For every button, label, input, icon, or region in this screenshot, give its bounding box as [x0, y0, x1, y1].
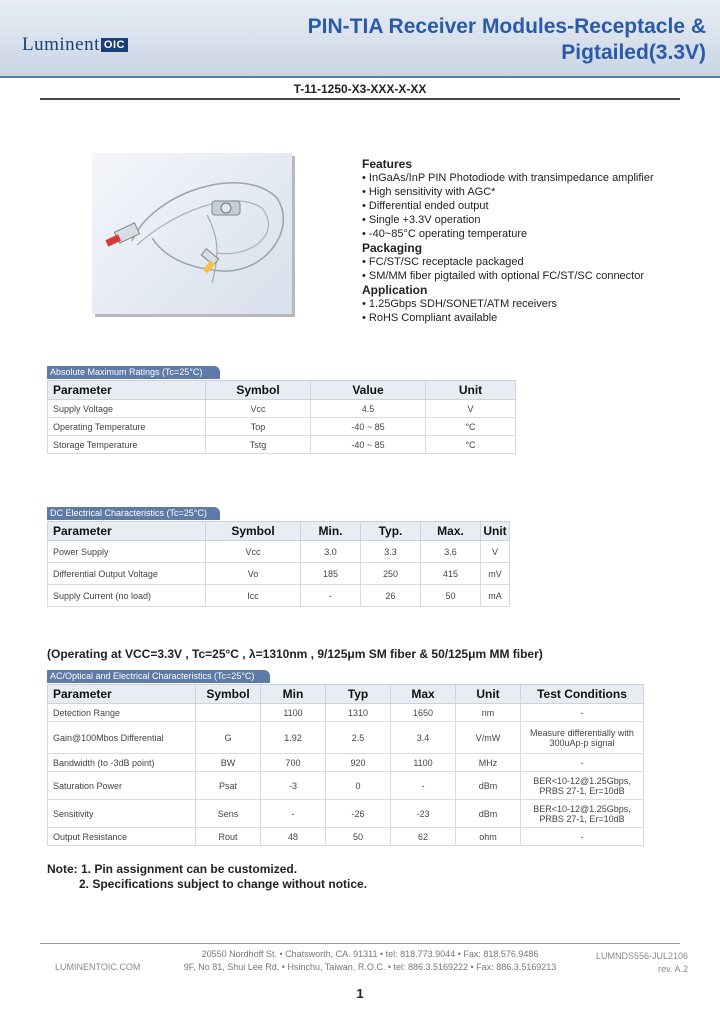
footer-doc-id: LUMNDS556-JUL2106 — [595, 951, 688, 961]
column-header: Test Conditions — [521, 685, 644, 704]
table-cell: Differential Output Voltage — [48, 563, 206, 585]
packaging-heading: Packaging — [362, 241, 423, 255]
table-cell: BER<10-12@1.25Gbps, PRBS 27-1, Er=10dB — [521, 772, 644, 800]
table-row — [48, 436, 516, 454]
packaging-item: • FC/ST/SC receptacle packaged — [362, 256, 524, 268]
company-logo — [22, 34, 128, 56]
table-cell: dBm — [456, 800, 521, 828]
table-cell: V/mW — [456, 722, 521, 754]
features-section — [362, 157, 702, 325]
footer-address-us: 20550 Nordhoff St. • Chatsworth, CA. 91311 • tel: 818.773.9044 • Fax: 818.576.9486 — [201, 949, 539, 959]
table-cell: Vcc — [206, 400, 311, 418]
table-header-row — [48, 381, 516, 400]
footer-website: LUMINENTOIC.COM — [55, 962, 141, 972]
table-cell: 62 — [391, 828, 456, 846]
table-cell: - — [391, 772, 456, 800]
table-cell: Vo — [206, 563, 301, 585]
table-row — [48, 772, 644, 800]
table-cell: 1100 — [391, 754, 456, 772]
column-header: Unit — [481, 522, 510, 541]
column-header: Max — [391, 685, 456, 704]
ac-table-section — [47, 666, 644, 846]
ac-table-title: AC/Optical and Electrical Characteristics (Tc=25°C) — [47, 670, 270, 683]
table-cell: G — [196, 722, 261, 754]
table-cell: Measure differentially with 300uAp-p signal — [521, 722, 644, 754]
logo-text: Luminent — [22, 34, 100, 55]
page-number: 1 — [356, 986, 364, 1001]
table-header-row — [48, 522, 510, 541]
packaging-item: • SM/MM fiber pigtailed with optional FC/ST/SC connector — [362, 270, 645, 282]
table-row — [48, 585, 510, 607]
table-cell: Supply Current (no load) — [48, 585, 206, 607]
table-cell: 1310 — [326, 704, 391, 722]
table-cell: 1100 — [261, 704, 326, 722]
table-cell: Sens — [196, 800, 261, 828]
table-cell: Vcc — [206, 541, 301, 563]
footer-divider — [40, 943, 680, 944]
table-cell: 920 — [326, 754, 391, 772]
table-cell: -26 — [326, 800, 391, 828]
column-header: Symbol — [206, 381, 311, 400]
title-line-2: Pigtailed(3.3V) — [561, 41, 706, 64]
table-row — [48, 828, 644, 846]
column-header: Typ. — [361, 522, 421, 541]
table-cell: 3.6 — [421, 541, 481, 563]
table-header-row — [48, 685, 644, 704]
table-row — [48, 541, 510, 563]
table-cell: 3.3 — [361, 541, 421, 563]
abs-max-table — [47, 380, 516, 454]
features-item: • High sensitivity with AGC* — [362, 186, 496, 198]
table-cell: mA — [481, 585, 510, 607]
table-cell: - — [521, 704, 644, 722]
table-cell: 700 — [261, 754, 326, 772]
column-header: Unit — [426, 381, 516, 400]
part-number: T-11-1250-X3-XXX-X-XX — [40, 80, 680, 100]
table-row — [48, 400, 516, 418]
footer-addresses — [180, 948, 560, 974]
table-cell: BW — [196, 754, 261, 772]
column-header: Min — [261, 685, 326, 704]
table-cell: -23 — [391, 800, 456, 828]
table-row — [48, 722, 644, 754]
operating-conditions: (Operating at VCC=3.3V , Tc=25°C , λ=1310nm , 9/125μm SM fiber & 50/125μm MM fiber) — [47, 647, 543, 661]
table-cell: Sensitivity — [48, 800, 196, 828]
logo-suffix: OIC — [101, 38, 128, 52]
table-cell: dBm — [456, 772, 521, 800]
features-heading: Features — [362, 157, 413, 171]
note-line-2: 2. Specifications subject to change without notice. — [79, 877, 368, 891]
table-cell: 415 — [421, 563, 481, 585]
table-cell: Power Supply — [48, 541, 206, 563]
application-heading: Application — [362, 283, 428, 297]
table-cell: Gain@100Mbos Differential — [48, 722, 196, 754]
footer-revision: rev. A.2 — [658, 964, 688, 974]
column-header: Min. — [301, 522, 361, 541]
table-cell: -3 — [261, 772, 326, 800]
column-header: Value — [311, 381, 426, 400]
ac-table — [47, 684, 644, 846]
table-cell: Operating Temperature — [48, 418, 206, 436]
table-cell: ohm — [456, 828, 521, 846]
table-cell: °C — [426, 418, 516, 436]
notes-section — [47, 862, 367, 892]
table-cell — [196, 704, 261, 722]
footer-doc-info — [596, 950, 688, 976]
title-line-1: PIN-TIA Receiver Modules-Receptacle & — [307, 15, 706, 38]
application-item: • RoHS Compliant available — [362, 312, 498, 324]
table-cell: BER<10-12@1.25Gbps, PRBS 27-1, Er=10dB — [521, 800, 644, 828]
table-cell: 1.92 — [261, 722, 326, 754]
column-header: Symbol — [196, 685, 261, 704]
features-item: • Single +3.3V operation — [362, 214, 481, 226]
table-cell: Supply Voltage — [48, 400, 206, 418]
table-cell: Icc — [206, 585, 301, 607]
table-cell: Psat — [196, 772, 261, 800]
table-cell: mV — [481, 563, 510, 585]
table-cell: Storage Temperature — [48, 436, 206, 454]
table-cell: - — [521, 754, 644, 772]
table-cell: 0 — [326, 772, 391, 800]
column-header: Unit — [456, 685, 521, 704]
column-header: Typ — [326, 685, 391, 704]
column-header: Max. — [421, 522, 481, 541]
document-title — [308, 14, 706, 66]
table-cell: 4.5 — [311, 400, 426, 418]
footer-address-taiwan: 9F, No 81, Shui Lee Rd. • Hsinchu, Taiwan, R.O.C. • tel: 886.3.5169222 • Fax: 886.3.5169213 — [183, 962, 557, 972]
table-cell: - — [521, 828, 644, 846]
table-row — [48, 418, 516, 436]
table-cell: 2.5 — [326, 722, 391, 754]
table-cell: Output Resistance — [48, 828, 196, 846]
table-cell: 250 — [361, 563, 421, 585]
table-cell: 26 — [361, 585, 421, 607]
dc-table-title: DC Electrical Characteristics (Tc=25°C) — [47, 507, 220, 520]
table-cell: -40 ~ 85 — [311, 436, 426, 454]
table-row — [48, 704, 644, 722]
table-cell: 48 — [261, 828, 326, 846]
table-cell: V — [426, 400, 516, 418]
table-cell: Detection Range — [48, 704, 196, 722]
product-photo-drawing — [92, 153, 292, 314]
table-cell: Saturation Power — [48, 772, 196, 800]
table-cell: 3.4 — [391, 722, 456, 754]
column-header: Parameter — [48, 522, 206, 541]
table-cell: 3.0 — [301, 541, 361, 563]
column-header: Parameter — [48, 381, 206, 400]
table-cell: - — [261, 800, 326, 828]
table-row — [48, 800, 644, 828]
column-header: Symbol — [206, 522, 301, 541]
table-cell: Rout — [196, 828, 261, 846]
application-item: • 1.25Gbps SDH/SONET/ATM receivers — [362, 298, 557, 310]
table-cell: 185 — [301, 563, 361, 585]
abs-max-table-title: Absolute Maximum Ratings (Tc=25°C) — [47, 366, 220, 379]
table-cell: 50 — [421, 585, 481, 607]
features-item: • InGaAs/InP PIN Photodiode with transimpedance amplifier — [362, 172, 654, 184]
dc-table — [47, 521, 510, 607]
column-header: Parameter — [48, 685, 196, 704]
table-row — [48, 754, 644, 772]
table-cell: -40 ~ 85 — [311, 418, 426, 436]
product-photo — [92, 153, 292, 314]
abs-max-table-section — [47, 362, 516, 454]
table-cell: Top — [206, 418, 311, 436]
table-cell: - — [301, 585, 361, 607]
table-cell: V — [481, 541, 510, 563]
page-header — [0, 0, 720, 78]
table-cell: 50 — [326, 828, 391, 846]
dc-table-section — [47, 503, 510, 607]
table-cell: MHz — [456, 754, 521, 772]
note-line-1: Note: 1. Pin assignment can be customized. — [47, 862, 298, 876]
table-cell: Tstg — [206, 436, 311, 454]
features-item: • -40~85°C operating temperature — [362, 228, 528, 240]
table-cell: 1650 — [391, 704, 456, 722]
table-cell: °C — [426, 436, 516, 454]
table-cell: nm — [456, 704, 521, 722]
table-cell: Bandwidth (to -3dB point) — [48, 754, 196, 772]
table-row — [48, 563, 510, 585]
features-item: • Differential ended output — [362, 200, 489, 212]
